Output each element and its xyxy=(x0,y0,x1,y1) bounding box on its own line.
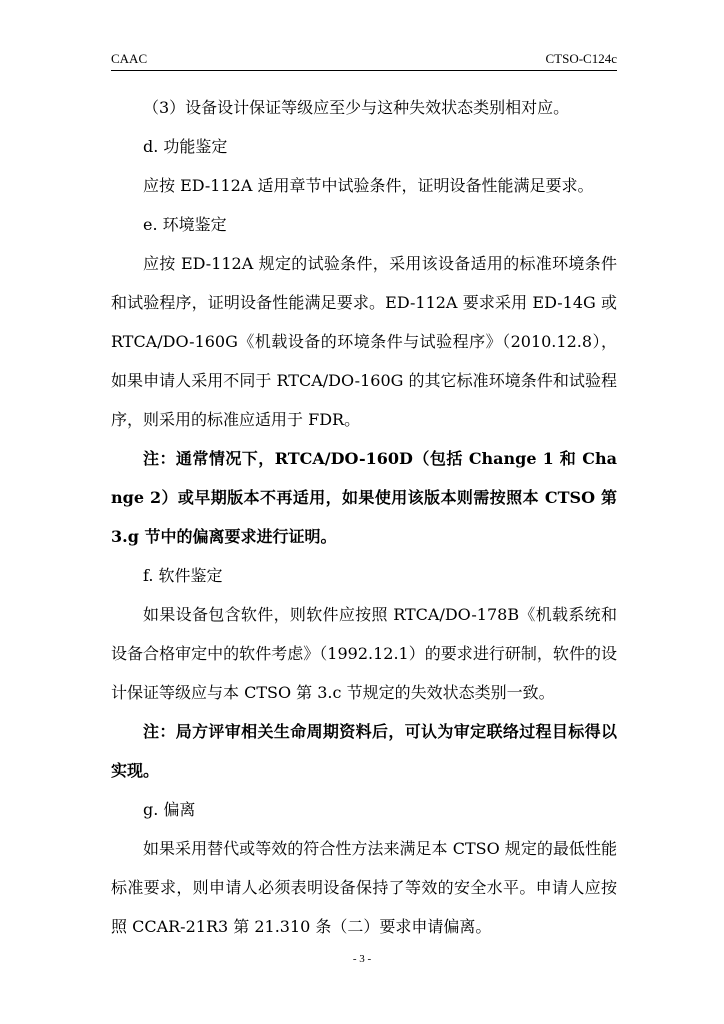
page-header xyxy=(111,50,617,71)
paragraph-assurance-level: （3）设备设计保证等级应至少与这种失效状态类别相对应。 xyxy=(143,98,570,117)
page-number: - 3 - xyxy=(352,953,372,965)
header-doc-id: CTSO-C124c xyxy=(545,51,617,66)
header-org: CAAC xyxy=(111,51,148,66)
note-environmental: 注：通常情况下，RTCA/DO-160D（包括 Change 1 和 Change 2）或早期版本不再适用，如果使用该版本则需按照本 CTSO 第 3.g 节中的偏离要求进行证明。 xyxy=(111,449,617,546)
heading-software-qualification: f. 软件鉴定 xyxy=(143,566,223,585)
paragraph-environmental-qualification: 应按 ED-112A 规定的试验条件，采用该设备适用的标准环境条件和试验程序，证明设备性能满足要求。ED-112A 要求采用 ED-14G 或 RTCA/DO-160G《机载设备的环境条件与试验程序》（2010.12.8），如果申请人采用不同于 RTCA/DO-160G 的其它标准环境条件和试验程序，则采用的标准应适用于 FDR。 xyxy=(111,254,617,429)
note-software: 注：局方评审相关生命周期资料后，可认为审定联络过程目标得以实现。 xyxy=(111,722,617,780)
heading-functional-qualification: d. 功能鉴定 xyxy=(143,137,228,156)
document-body xyxy=(111,88,617,946)
heading-deviation: g. 偏离 xyxy=(143,800,196,819)
heading-environmental-qualification: e. 环境鉴定 xyxy=(143,215,227,234)
paragraph-deviation: 如果采用替代或等效的符合性方法来满足本 CTSO 规定的最低性能标准要求，则申请人必须表明设备保持了等效的安全水平。申请人应按照 CCAR-21R3 第 21.310 条（二）要求申请偏离。 xyxy=(111,839,617,936)
paragraph-functional-qualification: 应按 ED-112A 适用章节中试验条件，证明设备性能满足要求。 xyxy=(143,176,594,195)
paragraph-software-qualification: 如果设备包含软件，则软件应按照 RTCA/DO-178B《机载系统和设备合格审定中的软件考虑》（1992.12.1）的要求进行研制，软件的设计保证等级应与本 CTSO 第 3.c 节规定的失效状态类别一致。 xyxy=(111,605,617,702)
